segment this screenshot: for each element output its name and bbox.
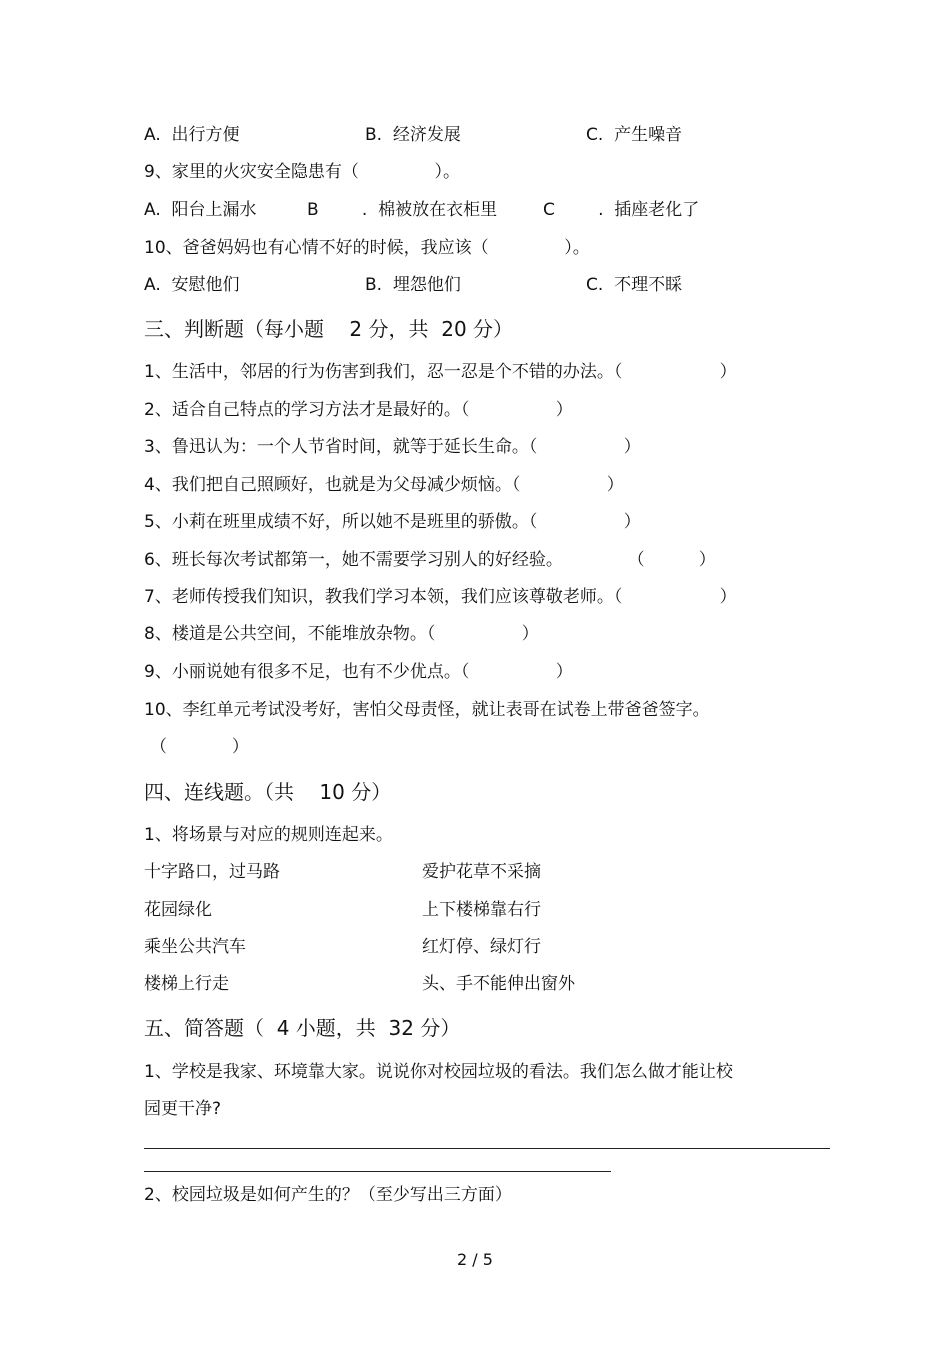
judge-item: 8、楼道是公共空间，不能堆放杂物。（ ） — [144, 624, 539, 644]
page-number: 2 / 5 — [457, 1250, 493, 1269]
match-left-item: 十字路口，过马路 — [144, 862, 280, 882]
match-right-item: 头、手不能伸出窗外 — [422, 974, 575, 994]
section4-title: 四、连线题。（共 10 分） — [144, 780, 392, 804]
judge-item: 3、鲁迅认为：一个人节省时间，就等于延长生命。（ ） — [144, 437, 641, 457]
judge-item10-answer: （ ） — [150, 737, 249, 757]
judge-item: 9、小丽说她有很多不足，也有不少优点。（ ） — [144, 662, 573, 682]
match-right-item: 上下楼梯靠右行 — [422, 900, 541, 920]
judge-item: 10、李红单元考试没考好，害怕父母责怪，就让表哥在试卷上带爸爸签字。 — [144, 700, 710, 720]
match-left-item: 乘坐公共汽车 — [144, 937, 246, 957]
q10-option-a: A. 安慰他们 — [144, 275, 240, 295]
judge-item: 4、我们把自己照顾好，也就是为父母减少烦恼。（ ） — [144, 475, 624, 495]
q9-option-c: C . 插座老化了 — [543, 200, 700, 220]
short-answer-q1-line1: 1、学校是我家、环境靠大家。说说你对校园垃圾的看法。我们怎么做才能让校 — [144, 1062, 733, 1082]
judge-item: 2、适合自己特点的学习方法才是最好的。（ ） — [144, 400, 573, 420]
answer-line — [144, 1148, 830, 1149]
q9-stem: 9、家里的火灾安全隐患有（ ）。 — [144, 162, 460, 182]
q8-option-a: A. 出行方便 — [144, 125, 240, 145]
section4-instruction: 1、将场景与对应的规则连起来。 — [144, 825, 393, 845]
q9-option-a: A. 阳台上漏水 — [144, 200, 257, 220]
q8-option-b: B. 经济发展 — [365, 125, 461, 145]
section5-title: 五、简答题（ 4 小题，共 32 分） — [144, 1016, 461, 1040]
judge-item: 7、老师传授我们知识，教我们学习本领，我们应该尊敬老师。（ ） — [144, 587, 737, 607]
short-answer-q1-line2: 园更干净? — [144, 1099, 222, 1119]
q10-option-c: C. 不理不睬 — [586, 275, 683, 295]
judge-item: 5、小莉在班里成绩不好，所以她不是班里的骄傲。（ ） — [144, 512, 641, 532]
q10-stem: 10、爸爸妈妈也有心情不好的时候，我应该（ ）。 — [144, 238, 590, 258]
match-left-item: 花园绿化 — [144, 900, 212, 920]
match-left-item: 楼梯上行走 — [144, 974, 229, 994]
q8-option-c: C. 产生噪音 — [586, 125, 683, 145]
match-right-item: 红灯停、绿灯行 — [422, 937, 541, 957]
short-answer-q2: 2、校园垃圾是如何产生的？（至少写出三方面） — [144, 1185, 512, 1205]
answer-line — [144, 1171, 611, 1172]
section3-title: 三、判断题（每小题 2 分，共 20 分） — [144, 317, 514, 341]
judge-item: 1、生活中，邻居的行为伤害到我们，忍一忍是个不错的办法。（ ） — [144, 362, 737, 382]
q10-option-b: B. 埋怨他们 — [365, 275, 461, 295]
match-right-item: 爱护花草不采摘 — [422, 862, 541, 882]
q9-option-b: B . 棉被放在衣柜里 — [307, 200, 498, 220]
judge-item: 6、班长每次考试都第一，她不需要学习别人的好经验。 （ ） — [144, 550, 716, 570]
